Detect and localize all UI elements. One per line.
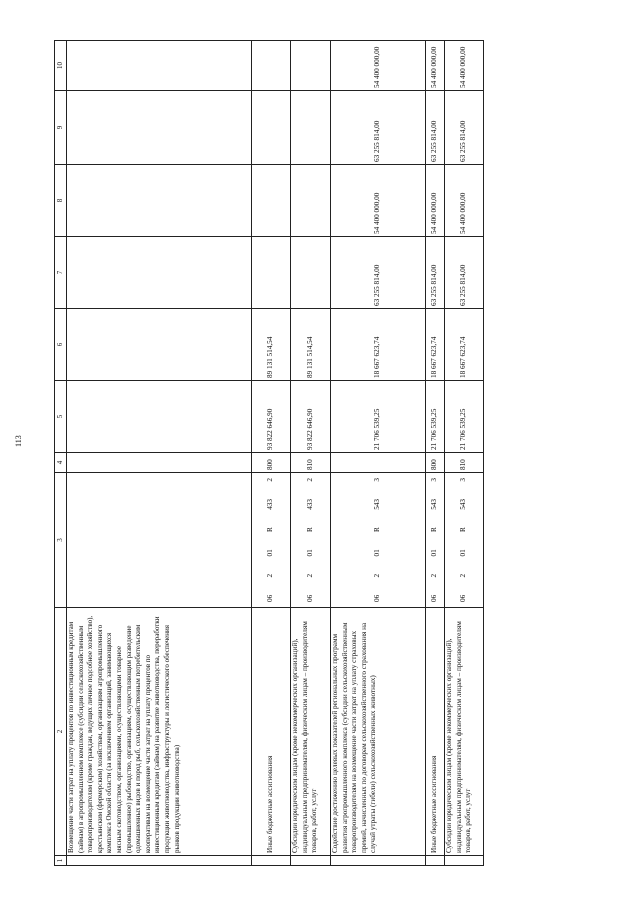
row-name: Субсидии юридическим лицам (кроме некоммерческих организаций), индивидуальным предпринимателям, физическим лицам – производителям товаров, работ, услуг [445,608,484,856]
amount-col9 [252,91,291,165]
amount-col10: 54 400 000,00 [426,41,445,91]
table-row [426,41,445,866]
amount-col7 [291,237,331,309]
code-part: R [430,527,439,532]
amount-col10: 54 400 000,00 [331,41,426,91]
code-part: R [266,527,275,532]
amount-col10 [291,41,331,91]
amount-col5: 21 706 539,25 [331,381,426,453]
row-name: Содействие достижению целевых показателей региональных программ развития агропромышленного комплекса (субсидии сельскохозяйственным товаропроизводителям на возмещение части затрат на уплату страховых премий, начисленных по договорам сельскохозяйственного страхования на случай утраты (гибели) сельскохозяйственных животных) [331,608,426,856]
table-row [331,41,426,866]
header-row [55,41,67,866]
amount-col9: 63 255 814,00 [445,91,484,165]
code-part: 2 [373,573,382,578]
budget-table-grid [54,40,484,866]
amount-col10: 54 400 000,00 [445,41,484,91]
header-cell: 5 [55,381,67,453]
amount-col6: 89 131 514,54 [252,309,291,381]
amount-col8: 54 400 000,00 [426,165,445,237]
table-row [252,41,291,866]
code-part: 2 [430,573,439,578]
empty-cell [67,856,252,866]
header-cell: 8 [55,165,67,237]
amount-col5: 93 822 646,90 [252,381,291,453]
code-part: 3 [459,478,468,482]
code-part: 2 [305,573,314,578]
amount-col9: 63 255 814,00 [331,91,426,165]
amount-col5: 93 822 646,90 [291,381,331,453]
code-cell [426,473,445,608]
vr-cell: 810 [445,453,484,473]
code-part: R [373,527,382,532]
row-name: Возмещение части затрат на уплату процентов по инвестиционным кредитам (займам) в агропромышленном комплексе (субсидии сельскохозяйственным товаропроизводителям (кроме граждан, ведущих личное подсобное хозяйство), крестьянским (фермерским) хозяйствам, организациям агропромышленного комплекса Омской области (за исключением организаций, занимающихся мясным скотоводством, организациями, осуществляющими товарное (промышленное) рыбоводство, организациям, осуществляющим разведение одомашненных видов и пород рыб, сельскохозяйственным потребительским кооперативам на возмещение части затрат на уплату процентов по инвестиционным кредитам (займам) на развитие животноводства, переработки продукции животноводства, инфраструктуры и логистического обеспечения рынков продукции животноводства) [67,608,252,856]
code-part: 01 [266,549,275,557]
header-cell: 7 [55,237,67,309]
amount-col6 [67,309,252,381]
header-cell: 3 [55,473,67,608]
empty-cell [426,856,445,866]
code-part: 06 [373,594,382,602]
amount-col10 [67,41,252,91]
code-part: 2 [459,573,468,578]
table-row [291,41,331,866]
vr-cell [331,453,426,473]
header-cell: 10 [55,41,67,91]
vr-cell: 810 [291,453,331,473]
empty-cell [331,856,426,866]
code-part: 06 [430,594,439,602]
row-name: Субсидии юридическим лицам (кроме некоммерческих организаций), индивидуальным предпринимателям, физическим лицам – производителям товаров, работ, услуг [291,608,331,856]
amount-col9 [291,91,331,165]
code-part: 543 [373,499,382,510]
page-number-text: 113 [14,435,23,447]
code-part: 543 [459,499,468,510]
code-part: 06 [305,594,314,602]
code-part: 433 [305,499,314,510]
amount-col5 [67,381,252,453]
vr-cell: 800 [426,453,445,473]
amount-col8 [291,165,331,237]
code-part: 01 [430,549,439,557]
code-part: R [459,527,468,532]
header-cell: 1 [55,856,67,866]
row-name: Иные бюджетные ассигнования [252,608,291,856]
code-cell [445,473,484,608]
table-row [445,41,484,866]
row-name: Иные бюджетные ассигнования [426,608,445,856]
code-part: 3 [430,478,439,482]
amount-col7: 63 255 814,00 [426,237,445,309]
amount-col7: 63 255 814,00 [445,237,484,309]
header-cell: 4 [55,453,67,473]
amount-col6: 18 667 623,74 [445,309,484,381]
table-row [67,41,252,866]
header-cell: 2 [55,608,67,856]
amount-col6: 18 667 623,74 [331,309,426,381]
amount-col7: 63 255 814,00 [331,237,426,309]
code-part: 01 [373,549,382,557]
amount-col5: 21 706 539,25 [426,381,445,453]
amount-col9 [67,91,252,165]
empty-cell [291,856,331,866]
code-part: 01 [305,549,314,557]
amount-col8: 54 400 000,00 [445,165,484,237]
code-part: 06 [459,594,468,602]
code-part: 2 [305,478,314,482]
code-part: 2 [266,478,275,482]
code-cell [291,473,331,608]
empty-cell [252,856,291,866]
code-part: 433 [266,499,275,510]
code-cell [252,473,291,608]
empty-cell [445,856,484,866]
amount-col10 [252,41,291,91]
amount-col8 [67,165,252,237]
amount-col8 [252,165,291,237]
code-part: 543 [430,499,439,510]
page-number [14,435,23,448]
amount-col9: 63 255 814,00 [426,91,445,165]
code-part: R [305,527,314,532]
header-cell: 6 [55,309,67,381]
amount-col7 [67,237,252,309]
amount-col5: 21 706 539,25 [445,381,484,453]
amount-col8: 54 400 000,00 [331,165,426,237]
code-cell [67,473,252,608]
header-cell: 9 [55,91,67,165]
code-part: 2 [266,573,275,578]
budget-table [54,41,570,866]
code-part: 06 [266,594,275,602]
amount-col6: 89 131 514,54 [291,309,331,381]
amount-col6: 18 667 623,74 [426,309,445,381]
code-part: 01 [459,549,468,557]
amount-col7 [252,237,291,309]
vr-cell: 800 [252,453,291,473]
vr-cell [67,453,252,473]
code-part: 3 [373,478,382,482]
code-cell [331,473,426,608]
